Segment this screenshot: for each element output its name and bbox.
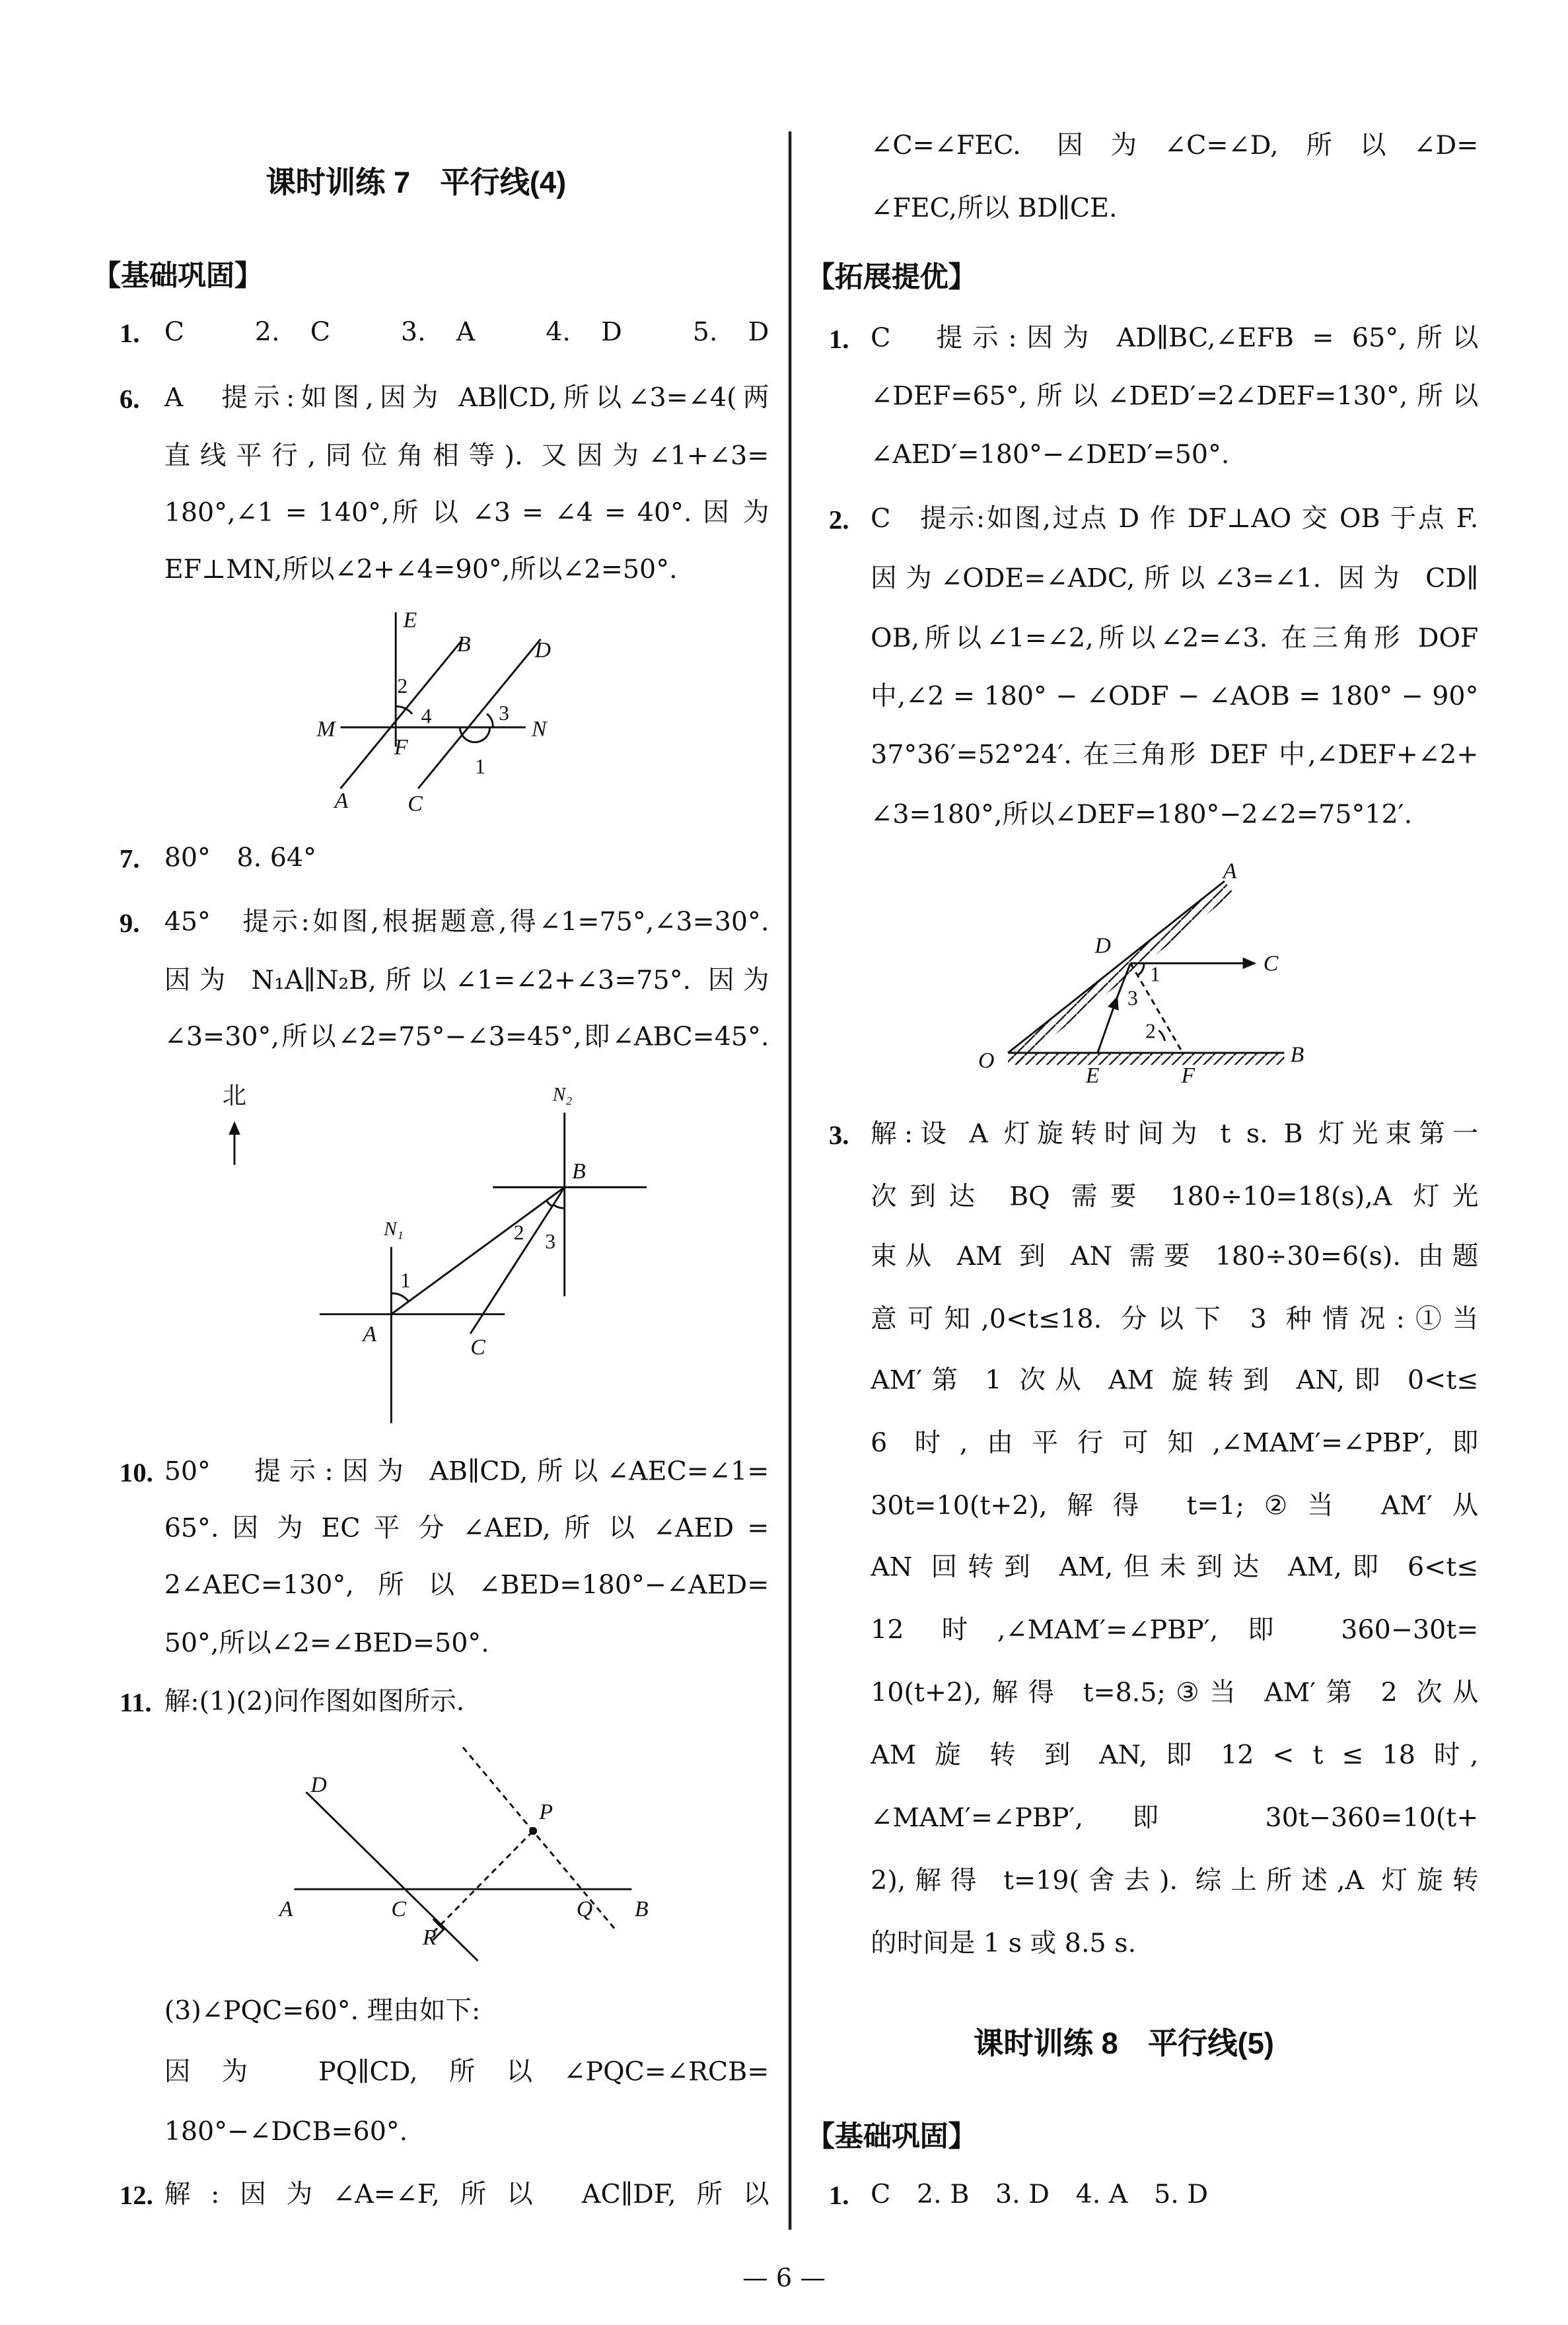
answer-line: 次到达 BQ 需要 180÷10=18(s),A 灯光 [871,1182,1479,1213]
question-number: 12. [119,2180,153,2211]
svg-text:2: 2 [513,1221,524,1244]
svg-text:1: 1 [400,1268,411,1292]
svg-text:1: 1 [1149,962,1160,986]
answer-line: EF⊥MN,所以∠2+∠4=90°,所以∠2=50°. [164,555,678,586]
page-number: — 6 — [742,2264,826,2294]
answer-line: 因为∠ODE=∠ADC,所以∠3=∠1. 因为 CD∥ [871,564,1479,594]
answer-line: 的时间是 1 s 或 8.5 s. [871,1929,1137,1960]
answer-line: A 提示:如图,因为 AB∥CD,所以∠3=∠4(两 [164,384,769,414]
svg-text:C: C [470,1335,485,1360]
svg-text:1: 1 [474,755,485,779]
answer-line: AM 旋 转 到 AN, 即 12 < t ≤ 18 时, [871,1741,1479,1771]
svg-text:4: 4 [421,704,432,728]
answer-line: (3)∠PQC=60°. 理由如下: [164,1996,481,2027]
svg-text:C: C [408,791,423,816]
question-number: 9. [119,908,140,938]
question-number: 1. [828,2180,849,2211]
answer-line: ∠AED′=180°−∠DED′=50°. [871,440,1230,471]
answer-line: 12 时,∠MAM′=∠PBP′,即 360−30t= [871,1616,1479,1646]
answer-line: 50°,所以∠2=∠BED=50°. [164,1629,489,1659]
answer-line: 2∠AEC=130°,所以∠BED=180°−∠AED= [164,1571,769,1601]
answer-line: 65°. 因 为 EC 平 分 ∠AED, 所 以 ∠AED = [164,1514,769,1544]
answer-line: ∠FEC,所以 BD∥CE. [871,194,1118,225]
answer-line: 解:(1)(2)问作图如图所示. [164,1687,465,1718]
question-number: 1. [119,318,140,348]
svg-text:E: E [1085,1063,1100,1089]
answer-line: 37°36′=52°24′. 在三角形 DEF 中,∠DEF+∠2+ [871,740,1479,771]
svg-text:B: B [1290,1042,1304,1067]
answer-line: C 2. C 3. A 4. D 5. D [164,318,769,348]
answer-line: 45° 提示:如图,根据题意,得∠1=75°,∠3=30°. [164,908,769,938]
svg-text:B: B [571,1159,586,1184]
svg-text:O: O [978,1048,995,1073]
answer-line: 束从 AM 到 AN 需要 180÷30=6(s). 由题 [871,1242,1479,1273]
svg-text:N: N [531,717,547,742]
figure-construction-11 [294,1747,631,1960]
lesson-title-7: 课时训练 7 平行线(4) [266,167,567,200]
answer-line: AN 回转到 AM,但未到达 AM,即 6<t≤ [871,1553,1479,1583]
svg-text:A: A [363,1322,377,1347]
answer-line: 180°,∠1 = 140°,所 以 ∠3 = ∠4 = 40°. 因 为 [164,499,769,529]
svg-text:M: M [316,717,336,742]
answer-line: ∠C=∠FEC. 因为∠C=∠D,所以∠D= [871,131,1479,162]
answer-line: 因为 N₁A∥N₂B,所以∠1=∠2+∠3=75°. 因为 [164,966,769,997]
svg-text:2: 2 [397,674,408,698]
answer-line: 直线平行,同位角相等). 又因为∠1+∠3= [164,442,769,472]
svg-text:北: 北 [222,1082,247,1109]
question-number: 11. [119,1687,152,1718]
svg-text:A: A [334,789,349,814]
section-heading-basic: 【基础巩固】 [92,261,263,293]
svg-text:E: E [403,608,417,633]
svg-text:B: B [456,631,471,657]
svg-text:B: B [634,1896,649,1921]
answer-line: ∠3=180°,所以∠DEF=180°−2∠2=75°12′. [871,800,1413,831]
answer-line: OB,所以∠1=∠2,所以∠2=∠3. 在三角形 DOF [871,624,1479,655]
svg-text:3: 3 [545,1230,556,1254]
question-number: 6. [119,384,140,414]
answer-line: 10(t+2),解得 t=8.5;③当 AM′第 2 次从 [871,1678,1479,1709]
svg-text:F: F [394,734,408,760]
svg-text:N₁: N₁ [384,1218,404,1240]
svg-text:C: C [1263,951,1279,976]
section-heading-extension: 【拓展提优】 [806,262,977,295]
svg-text:N₂: N₂ [552,1084,573,1106]
lesson-title-8: 课时训练 8 平行线(5) [974,2028,1274,2061]
svg-text:3: 3 [499,701,510,725]
question-number: 1. [828,324,849,354]
answer-line: 解:因为∠A=∠F,所以 AC∥DF,所以 [164,2180,769,2211]
svg-text:A: A [1223,859,1237,884]
answer-line: 意可知,0<t≤18. 分以下 3 种情况:①当 [871,1305,1479,1336]
answer-line: 2),解得 t=19(舍去). 综上所述,A 灯旋转 [871,1867,1479,1897]
svg-text:3: 3 [1127,986,1138,1010]
answer-line: 中,∠2 = 180° − ∠ODF − ∠AOB = 180° − 90° [871,682,1479,713]
answer-line: C 2. B 3. D 4. A 5. D [871,2180,1209,2211]
question-number: 2. [828,505,849,535]
answer-line: 80° 8. 64° [164,843,316,874]
answer-line: 50° 提示:因为 AB∥CD,所以∠AEC=∠1= [164,1457,769,1487]
answer-line: 解:设 A 灯旋转时间为 t s. B 灯光束第一 [871,1120,1479,1150]
svg-text:2: 2 [1145,1019,1157,1043]
answer-line: 180°−∠DCB=60°. [164,2118,408,2148]
svg-text:D: D [534,637,551,662]
question-number: 10. [119,1457,153,1487]
figure-1-labels [316,608,551,816]
figure-3-labels [278,1773,649,1950]
svg-text:A: A [279,1896,293,1921]
answer-line: ∠MAM′=∠PBP′,即 30t−360=10(t+ [871,1804,1479,1834]
answer-line: 6 时,由平行可知,∠MAM′=∠PBP′,即 [871,1429,1479,1459]
answer-line: ∠DEF=65°,所以∠DED′=2∠DEF=130°,所以 [871,382,1479,413]
svg-text:Q: Q [576,1896,593,1921]
answer-line: 30t=10(t+2),解得 t=1;②当 AM′从 [871,1491,1479,1522]
answer-line: C 提示:如图,过点 D 作 DF⊥AO 交 OB 于点 F. [871,505,1479,535]
answer-line: AM′第 1 次从 AM 旋转到 AN,即 0<t≤ [871,1366,1479,1397]
svg-text:D: D [310,1773,327,1798]
question-number: 7. [119,843,140,874]
svg-text:F: F [1181,1063,1195,1089]
svg-text:P: P [539,1799,553,1824]
question-number: 3. [828,1120,849,1150]
answer-line: ∠3=30°,所以∠2=75°−∠3=45°,即∠ABC=45°. [164,1022,769,1054]
answer-line: C 提示:因为 AD∥BC,∠EFB = 65°,所以 [871,324,1479,354]
answer-line: 因为 PQ∥CD,所以∠PQC=∠RCB= [164,2057,769,2088]
svg-text:D: D [1094,933,1111,958]
figure-2-labels [223,1083,586,1360]
section-heading-basic-2: 【基础巩固】 [806,2122,977,2154]
figure-parallel-lines-6 [341,612,541,789]
svg-text:C: C [391,1896,407,1921]
svg-text:R: R [422,1925,437,1950]
